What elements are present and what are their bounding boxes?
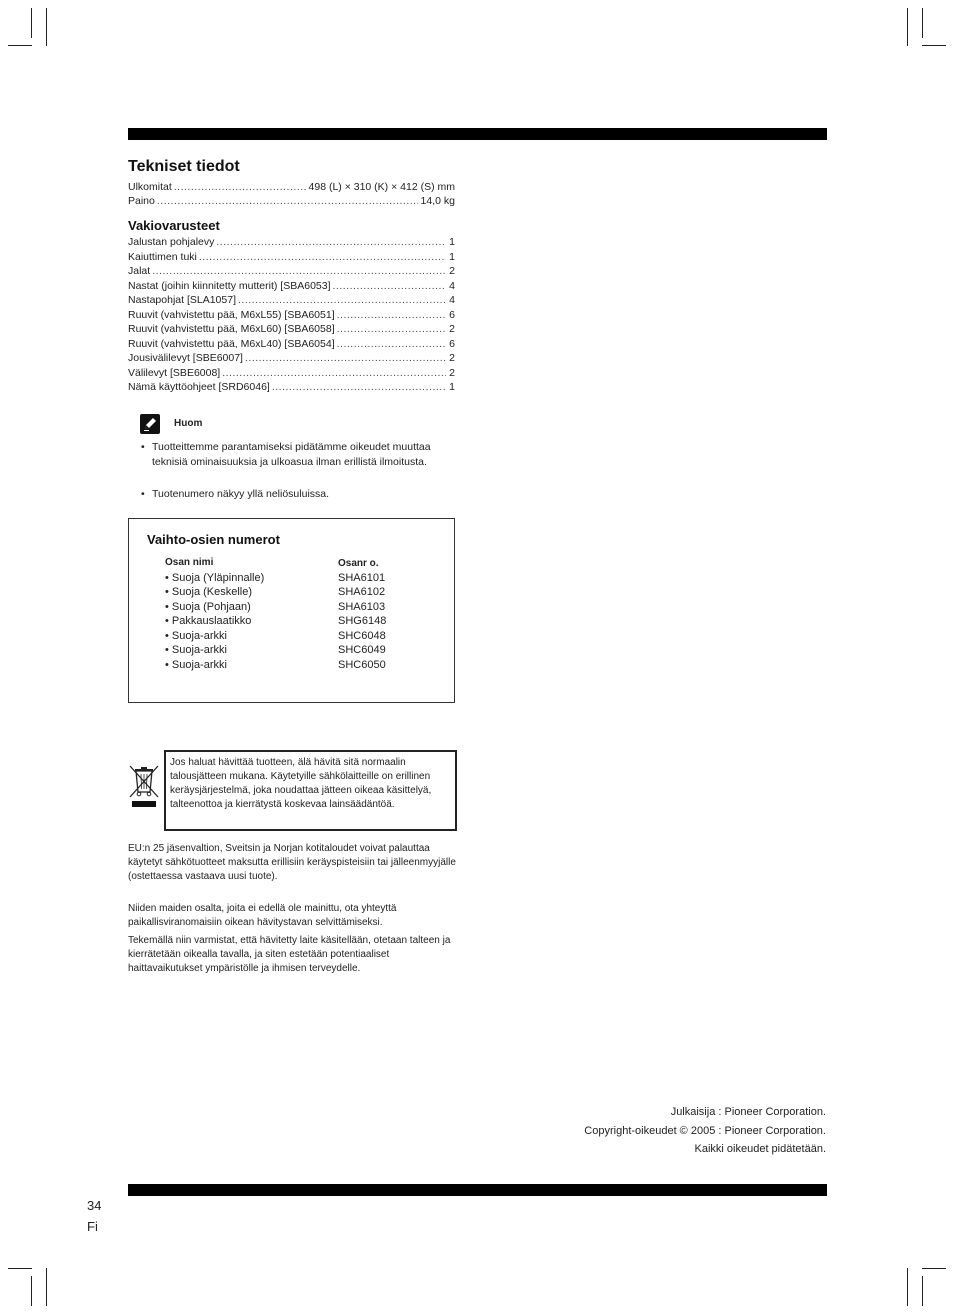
accessory-qty: 6 — [449, 338, 455, 350]
bullet-dot: • — [141, 488, 145, 500]
header-bar — [128, 128, 827, 140]
page-number: 34 — [87, 1198, 102, 1213]
accessories-title: Vakiovarusteet — [128, 218, 220, 233]
accessory-qty: 1 — [449, 251, 455, 263]
leader-dots — [216, 235, 446, 249]
part-number: SHC6050 — [338, 659, 386, 671]
part-name-text: Suoja (Keskelle) — [171, 586, 253, 598]
leader-dots — [337, 308, 447, 322]
bullet-dot: • — [141, 441, 145, 453]
accessory-qty: 2 — [449, 265, 455, 277]
accessory-label: Nastapohjat [SLA1057] — [128, 294, 236, 306]
part-number: SHC6048 — [338, 630, 386, 642]
spec-row-dimensions — [128, 180, 455, 194]
part-number: SHG6148 — [338, 615, 387, 627]
leader-dots — [333, 279, 447, 293]
accessory-row — [128, 308, 455, 322]
spec-label: Ulkomitat — [128, 181, 172, 193]
accessory-qty: 2 — [449, 323, 455, 335]
crop-mark — [907, 1268, 908, 1306]
spec-label: Paino — [128, 195, 155, 207]
disposal-notice-text: Jos haluat hävittää tuotteen, älä hävitä sitä normaalin talousjätteen mukana. Käytetyille sähkölaitteille on erillinen keräysjärjestelmä, joka noudattaa jätteen oikeaa käsittelyä, talteenottoa ja kierrätystä koskevaa lainsäädäntöä. — [170, 757, 432, 810]
note-title: Huom — [174, 418, 203, 429]
part-name: • Suoja-arkki — [165, 644, 227, 656]
accessory-row — [128, 351, 455, 365]
parts-title: Vaihto-osien numerot — [147, 532, 280, 547]
part-number: SHA6103 — [338, 601, 386, 613]
leader-dots — [337, 337, 447, 351]
part-name-text: Suoja-arkki — [171, 644, 227, 656]
accessory-qty: 4 — [449, 280, 455, 292]
accessory-row — [128, 279, 455, 293]
spec-row-weight — [128, 194, 455, 208]
part-number: SHC6049 — [338, 644, 386, 656]
leader-dots — [199, 250, 446, 264]
accessory-label: Ruuvit (vahvistettu pää, M6xL40) [SBA6054] — [128, 338, 335, 350]
page-language: Fi — [87, 1219, 98, 1234]
note-text: Tuotenumero näkyy yllä neliösuluissa. — [152, 488, 330, 500]
accessory-label: Jalustan pohjalevy — [128, 236, 215, 248]
crop-mark — [922, 1268, 946, 1269]
disposal-paragraph: Niiden maiden osalta, joita ei edellä ole mainittu, ota yhteyttä paikallisviranomaisiin oikean hävitystavan selvittämiseksi. — [128, 903, 397, 928]
accessory-qty: 4 — [449, 294, 455, 306]
leader-dots — [222, 366, 446, 380]
accessory-qty: 2 — [449, 367, 455, 379]
spec-value: 14,0 kg — [420, 195, 455, 207]
crop-mark — [8, 45, 32, 46]
part-number: SHA6101 — [338, 572, 386, 584]
accessory-label: Jalat — [128, 265, 151, 277]
accessory-row — [128, 366, 455, 380]
crop-mark — [31, 1276, 32, 1306]
accessory-label: Kaiuttimen tuki — [128, 251, 197, 263]
accessory-label: Välilevyt [SBE6008] — [128, 367, 221, 379]
pencil-note-icon — [140, 414, 160, 434]
rights-line: Kaikki oikeudet pidätetään. — [694, 1143, 826, 1155]
part-name: • Suoja (Keskelle) — [165, 586, 253, 598]
publisher-line: Julkaisija : Pioneer Corporation. — [670, 1106, 826, 1118]
specs-title: Tekniset tiedot — [128, 158, 240, 175]
crop-mark — [31, 8, 32, 38]
parts-header-name: Osan nimi — [165, 557, 214, 568]
note-text: Tuotteittemme parantamiseksi pidätämme oikeudet muuttaa teknisiä ominaisuuksia ja ulkoasua ilman erillistä ilmoitusta. — [152, 441, 431, 468]
disposal-paragraph: EU:n 25 jäsenvaltion, Sveitsin ja Norjan kotitaloudet voivat palauttaa käytetyt sähkötuotteet maksutta erillisiin keräyspisteisiin tai jälleenmyyjälle (ostettaessa vastaava uusi tuote). — [128, 843, 456, 882]
crop-mark — [907, 8, 908, 46]
leader-dots — [174, 180, 306, 194]
accessory-label: Jousivälilevyt [SBE6007] — [128, 352, 243, 364]
accessory-label: Ruuvit (vahvistettu pää, M6xL55) [SBA6051] — [128, 309, 335, 321]
accessory-row — [128, 337, 455, 351]
part-name-text: Suoja (Pohjaan) — [171, 601, 251, 613]
accessory-row — [128, 322, 455, 336]
disposal-paragraph: Tekemällä niin varmistat, että hävitetty laite käsitellään, otetaan talteen ja kierrätetään oikealla tavalla, ja siten estetään potentiaaliset haittavaikutukset ympäristölle ja ihmisen terveydelle. — [128, 935, 451, 974]
spec-value: 498 (L) × 310 (K) × 412 (S) mm — [308, 181, 455, 193]
accessory-qty: 1 — [449, 381, 455, 393]
crop-mark — [46, 8, 47, 46]
accessory-qty: 2 — [449, 352, 455, 364]
accessory-label: Nämä käyttöohjeet [SRD6046] — [128, 381, 270, 393]
footer-bar — [128, 1184, 827, 1196]
parts-header-number: Osanr o. — [338, 558, 379, 569]
accessory-row — [128, 250, 455, 264]
leader-dots — [238, 293, 446, 307]
part-name-text: Suoja-arkki — [171, 630, 227, 642]
crop-mark — [922, 45, 946, 46]
crop-mark — [922, 8, 923, 38]
part-name-text: Suoja-arkki — [171, 659, 227, 671]
accessory-row — [128, 380, 455, 394]
accessory-qty: 1 — [449, 236, 455, 248]
accessory-qty: 6 — [449, 309, 455, 321]
accessory-row — [128, 264, 455, 278]
part-name: • Suoja-arkki — [165, 659, 227, 671]
note-bullet — [141, 487, 441, 502]
accessory-row — [128, 293, 455, 307]
note-bullet — [141, 440, 441, 469]
disposal-notice-box — [164, 750, 457, 831]
crop-mark — [46, 1268, 47, 1306]
part-name-text: Suoja (Yläpinnalle) — [171, 572, 265, 584]
accessory-row — [128, 235, 455, 249]
leader-dots — [157, 194, 418, 208]
leader-dots — [272, 380, 446, 394]
part-name: • Pakkauslaatikko — [165, 615, 252, 627]
accessory-label: Nastat (joihin kiinnitetty mutterit) [SBA6053] — [128, 280, 331, 292]
copyright-line: Copyright-oikeudet © 2005 : Pioneer Corporation. — [584, 1125, 826, 1137]
crossed-bin-icon — [128, 765, 160, 809]
part-name: • Suoja (Yläpinnalle) — [165, 572, 265, 584]
part-number: SHA6102 — [338, 586, 386, 598]
leader-dots — [337, 322, 447, 336]
part-name: • Suoja (Pohjaan) — [165, 601, 251, 613]
accessory-label: Ruuvit (vahvistettu pää, M6xL60) [SBA6058] — [128, 323, 335, 335]
leader-dots — [245, 351, 446, 365]
leader-dots — [152, 264, 446, 278]
part-name: • Suoja-arkki — [165, 630, 227, 642]
crop-mark — [8, 1268, 32, 1269]
part-name-text: Pakkauslaatikko — [171, 615, 252, 627]
crop-mark — [922, 1276, 923, 1306]
